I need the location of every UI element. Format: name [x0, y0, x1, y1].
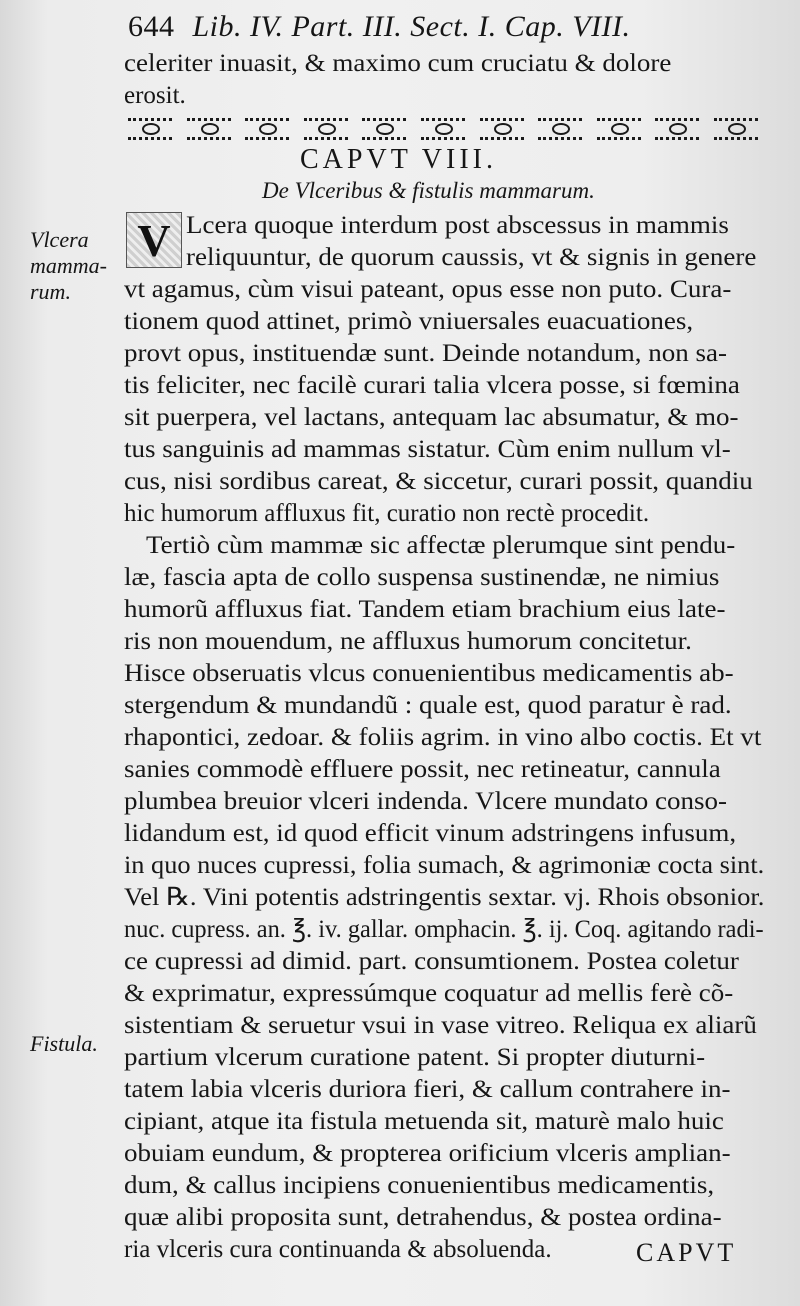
- text-line: tatem labia vlceris duriora fieri, & callum contrahere in-: [124, 1076, 731, 1103]
- text-line: Lcera quoque interdum post abscessus in mammis: [186, 212, 729, 239]
- text-line: plumbea breuior vlceri indenda. Vlcere mundato conso-: [124, 788, 728, 815]
- text-line: cipiant, atque ita fistula metuenda sit, maturè malo huic: [124, 1108, 724, 1135]
- text-line: celeriter inuasit, & maximo cum cruciatu & dolore: [124, 50, 672, 77]
- decorated-initial: V: [126, 212, 182, 268]
- text-line: sistentiam & seruetur vsui in vase vitreo. Reliqua ex aliarũ: [124, 1012, 757, 1039]
- text-line: rhapontici, zedoar. & foliis agrim. in vino albo coctis. Et vt: [124, 724, 762, 751]
- chapter-subtitle: De Vlceribus & fistulis mammarum.: [262, 178, 595, 203]
- text-line: nuc. cupress. an. ℥. iv. gallar. omphacin. ℥. ij. Coq. agitando radi-: [124, 916, 764, 943]
- text-line: dum, & callus incipiens conuenientibus medicamentis,: [124, 1172, 715, 1199]
- margin-note-vlcera-1: Vlcera: [30, 227, 89, 252]
- text-line: hic humorum affluxus fit, curatio non rectè procedit.: [124, 500, 650, 527]
- text-line: obuiam eundum, & propterea orificium vlceris amplian-: [124, 1140, 731, 1167]
- text-line: & exprimatur, expressúmque coquatur ad mellis ferè cõ-: [124, 980, 734, 1007]
- text-line: læ, fascia apta de collo suspensa sustinendæ, ne nimius: [124, 564, 720, 591]
- text-line: cus, nisi sordibus careat, & siccetur, curari possit, quandiu: [124, 468, 753, 495]
- text-line: ria vlceris cura continuanda & absoluenda.: [124, 1236, 552, 1263]
- catchword: CAPVT: [636, 1238, 737, 1267]
- page-number: 644: [128, 10, 175, 43]
- running-title: Lib. IV. Part. III. Sect. I. Cap. VIII.: [192, 10, 631, 43]
- text-line: stergendum & mundandũ : quale est, quod paratur è rad.: [124, 692, 732, 719]
- text-line: tus sanguinis ad mammas sistatur. Cùm enim nullum vl-: [124, 436, 731, 463]
- text-line: quæ alibi proposita sunt, detrahendus, & postea ordina-: [124, 1204, 722, 1231]
- margin-note-vlcera-3: rum.: [30, 279, 71, 304]
- text-line: provt opus, instituendæ sunt. Deinde notandum, non sa-: [124, 340, 727, 367]
- text-line: reliquuntur, de quorum caussis, vt & signis in genere: [186, 244, 757, 271]
- text-line: ce cupressi ad dimid. part. consumtionem. Postea coletur: [124, 948, 739, 975]
- text-line: tionem quod attinet, primò vniuersales euacuationes,: [124, 308, 694, 335]
- text-line: sanies commodè effluere possit, nec retineatur, cannula: [124, 756, 721, 783]
- text-line: in quo nuces cupressi, folia sumach, & agrimoniæ cocta sint.: [124, 852, 765, 879]
- text-line: erosit.: [124, 82, 186, 109]
- text-line: lidandum est, id quod efficit vinum adstringens infusum,: [124, 820, 737, 847]
- text-line: Hisce obseruatis vlcus conuenientibus medicamentis ab-: [124, 660, 734, 687]
- text-line: humorũ affluxus fiat. Tandem etiam brachium eius late-: [124, 596, 726, 623]
- margin-note-fistula: Fistula.: [30, 1031, 98, 1056]
- text-line: partium vlcerum curatione patent. Si propter diuturni-: [124, 1044, 706, 1071]
- text-line: Vel ℞. Vini potentis adstringentis sextar. vj. Rhois obsonior.: [124, 884, 765, 911]
- running-header: [128, 10, 768, 44]
- text-line: tis feliciter, nec facilè curari talia vlcera posse, si fœmina: [124, 372, 740, 399]
- chapter-title: CAPVT VIII.: [300, 144, 497, 175]
- text-line: vt agamus, cùm visui pateant, opus esse non puto. Cura-: [124, 276, 732, 303]
- text-line: sit puerpera, vel lactans, antequam lac absumatur, & mo-: [124, 404, 739, 431]
- text-line: ris non mouendum, ne affluxus humorum concitetur.: [124, 628, 692, 655]
- text-line: Tertiò cùm mammæ sic affectæ plerumque sint pendu-: [146, 532, 736, 559]
- margin-note-vlcera-2: mamma-: [30, 253, 107, 278]
- ornamental-divider: [128, 118, 758, 140]
